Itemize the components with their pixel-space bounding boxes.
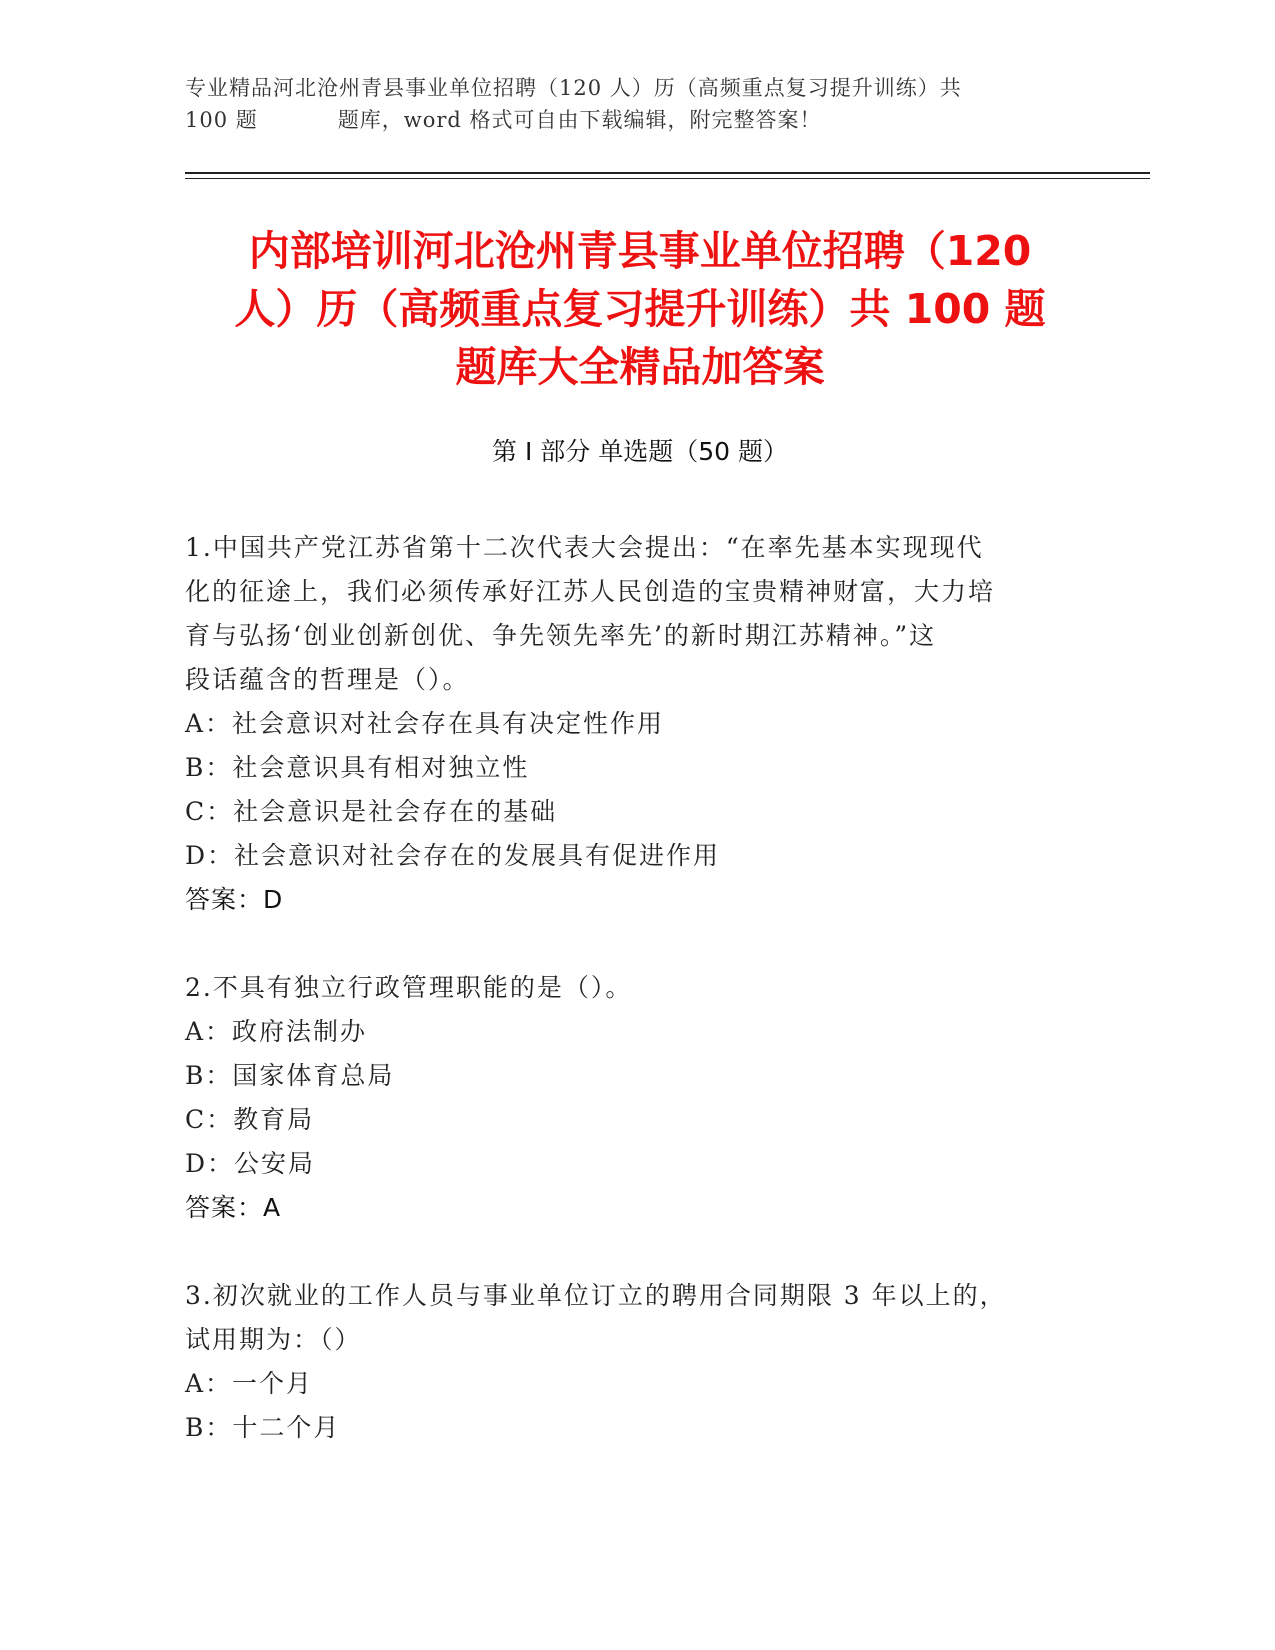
header-divider-thin	[185, 178, 1150, 179]
option-c: C：教育局	[185, 1105, 315, 1134]
answer-line: 答案：D	[185, 885, 284, 914]
header-line-2-left: 100 题	[185, 108, 258, 132]
header-line-1: 专业精品河北沧州青县事业单位招聘（120 人）历（高频重点复习提升训练）共	[185, 76, 962, 100]
question-3	[185, 1274, 1065, 1450]
title-line-3: 题库大全精品加答案	[455, 343, 825, 391]
title-line-1: 内部培训河北沧州青县事业单位招聘（120	[248, 227, 1032, 275]
question-2	[185, 966, 1065, 1230]
question-stem-line: 3.初次就业的工作人员与事业单位订立的聘用合同期限 3 年以上的，	[185, 1281, 1007, 1310]
option-b: B：国家体育总局	[185, 1061, 395, 1090]
question-stem-line: 试用期为：（）	[185, 1325, 362, 1354]
question-1	[185, 526, 1065, 922]
option-b: B：十二个月	[185, 1413, 341, 1442]
option-d: D：公安局	[185, 1149, 316, 1178]
option-a: A：政府法制办	[185, 1017, 368, 1046]
header-line-2-right: 题库，word 格式可自由下载编辑，附完整答案！	[337, 108, 822, 132]
question-list	[185, 526, 1065, 1494]
option-a: A：社会意识对社会存在具有决定性作用	[185, 709, 665, 738]
option-d: D：社会意识对社会存在的发展具有促进作用	[185, 841, 721, 870]
option-b: B：社会意识具有相对独立性	[185, 753, 530, 782]
question-stem-line: 2.不具有独立行政管理职能的是（）。	[185, 973, 633, 1002]
answer-line: 答案：A	[185, 1193, 282, 1222]
header-line-2	[185, 104, 1085, 136]
question-stem-line: 1.中国共产党江苏省第十二次代表大会提出：“在率先基本实现现代	[185, 533, 984, 562]
question-stem-line: 段话蕴含的哲理是（）。	[185, 665, 470, 694]
document-title	[160, 222, 1120, 396]
question-stem-line: 育与弘扬‘创业创新创优、争先领先率先’的新时期江苏精神。”这	[185, 621, 937, 650]
header-divider-thick	[185, 172, 1150, 174]
section-title: 第 I 部分 单选题（50 题）	[492, 437, 788, 466]
title-line-2: 人）历（高频重点复习提升训练）共 100 题	[234, 285, 1046, 333]
question-stem-line: 化的征途上，我们必须传承好江苏人民创造的宝贵精神财富，大力培	[185, 577, 996, 606]
option-a: A：一个月	[185, 1369, 314, 1398]
option-c: C：社会意识是社会存在的基础	[185, 797, 558, 826]
page-header	[185, 72, 1085, 136]
